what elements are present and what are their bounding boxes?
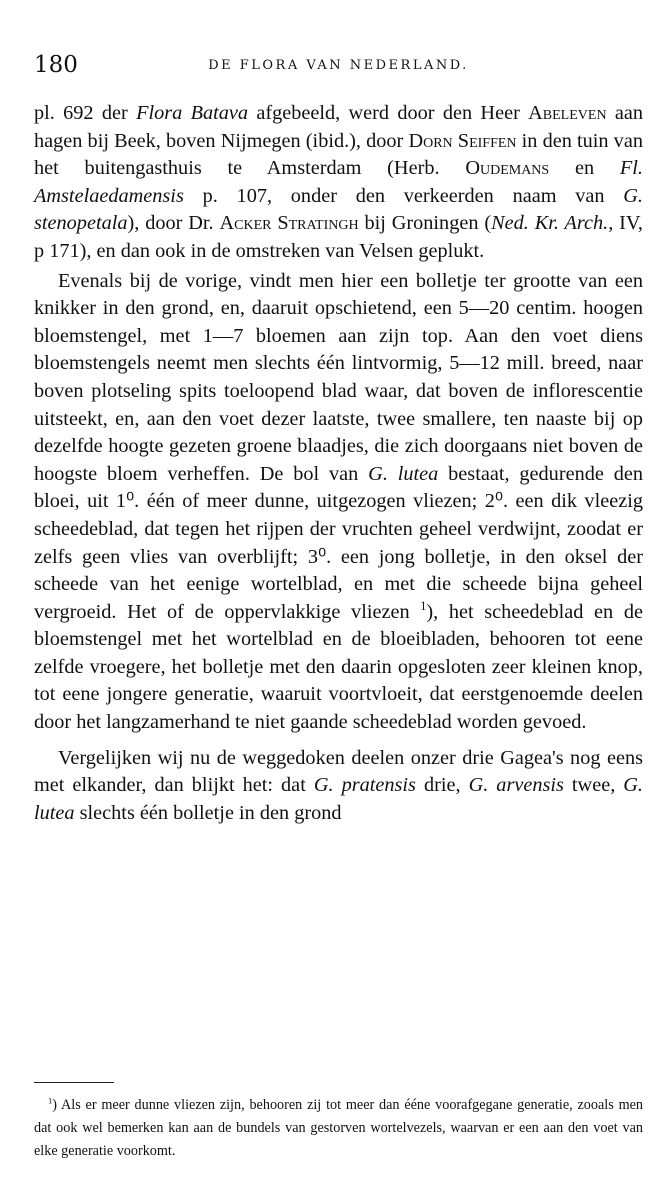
footnote <box>34 1094 643 1163</box>
italic-title: Ned. Kr. Arch. <box>491 212 609 235</box>
footnote-marker: 1 <box>48 1095 53 1106</box>
text-run: in den tuin van het buitengasthuis te Amsterdam (Herb. <box>34 129 643 180</box>
species-name: G. stenopetala <box>34 184 643 235</box>
species-name: G. pratensis <box>313 774 416 797</box>
text-run: afgebeeld, werd door den Heer <box>248 102 529 124</box>
page-number: 180 <box>34 52 78 78</box>
text-run: Evenals bij de vorige, vindt men hier een bolletje ter grootte van een knikker in den grond, en, daaruit opschietend, een 5—20 centim. hoogen bloemstengel, met 1—7 bloemen aan zijn top. Aan den voet diens bloemstengels neemt men slechts één lintvormig, 5—12 mill. breed, naar boven plotseling spits toeloopend blad waar, dat boven de inflorescentie uitsteekt, en, aan den voet dezer laatste, twee smallere, ten naaste bij op dezelfde hoogte gezeten groene blaadjes, die zich doorgaans niet boven de hoogste bloem verheffen. De bol van <box>34 269 643 485</box>
text-run: Vergelijken wij nu de weggedoken deelen onzer drie Gagea's nog eens met elkander, dan blijkt het: dat <box>34 746 643 797</box>
paragraph-3 <box>34 745 643 828</box>
italic-title: Fl. Amstelaedamensis <box>34 157 643 207</box>
species-name: G. lutea <box>368 462 439 485</box>
footnote-text: ) Als er meer dunne vliezen zijn, behooren zij tot meer dan ééne voorafgegane generatie, zooals men dat ook wel bemerken kan aan de bundels van gestorven wortelvezels, waarvan er een aan den voet van elke generatie voorkomt. <box>34 1097 643 1159</box>
text-run: drie, <box>415 774 469 797</box>
text-run: aan hagen bij Beek, boven Nijmegen (ibid.), door <box>34 102 644 152</box>
text-run: slechts één bolletje in den grond <box>74 801 342 824</box>
text-run: ), het scheedeblad en de bloemstengel met het wortelblad en de bloeibladen, behooren tot eene zelfde vroegere, het bolletje met den daarin opgesloten zeer kleinen knop, tot eene jongere generatie, waaruit voortvloeit, dat eerstgenoemde deelen door het langzamerhand te niet gaande scheedeblad worden gevoed. <box>34 600 643 734</box>
paragraph-2 <box>34 268 643 737</box>
paragraph-1 <box>34 100 643 266</box>
text-run: , IV, p 171), en dan ook in de omstreken van Velsen geplukt. <box>34 212 643 262</box>
text-run: p. 107, onder den verkeerden naam van <box>183 184 624 207</box>
text-run: ), door Dr. <box>127 212 220 235</box>
text-run: en <box>549 157 620 180</box>
text-run: pl. 692 der <box>34 102 137 124</box>
person-name: Acker Stratingh <box>219 212 359 235</box>
person-name: Abeleven <box>528 102 607 124</box>
person-name: Oudemans <box>465 157 550 180</box>
footnote-paragraph <box>34 1094 643 1163</box>
text-run: bij Groningen ( <box>358 212 492 235</box>
running-title: DE FLORA VAN NEDERLAND. <box>208 58 469 73</box>
person-name: Dorn Seiffen <box>408 129 517 152</box>
species-name: G. lutea <box>34 774 643 824</box>
text-run: twee, <box>563 774 624 797</box>
species-name: G. arvensis <box>468 774 564 797</box>
page-header <box>34 52 643 82</box>
footnote-reference[interactable]: 1 <box>420 598 427 613</box>
text-run: bestaat, gedurende den bloei, uit 1⁰. één of meer dunne, uitgezogen vliezen; 2⁰. een dik vleezig scheedeblad, dat tegen het rijpen der vruchten geheel verdwijnt, zoodat er zelfs geen vlies van overblijft; 3⁰. een jong bolletje, in den oksel der scheede van het eenige wortelblad, en met die scheede bijna geheel vergroeid. Het of de oppervlakkige vliezen <box>34 462 644 623</box>
italic-title: Flora Batava <box>136 102 249 124</box>
body-text <box>34 100 643 827</box>
footnote-divider <box>34 1082 114 1083</box>
